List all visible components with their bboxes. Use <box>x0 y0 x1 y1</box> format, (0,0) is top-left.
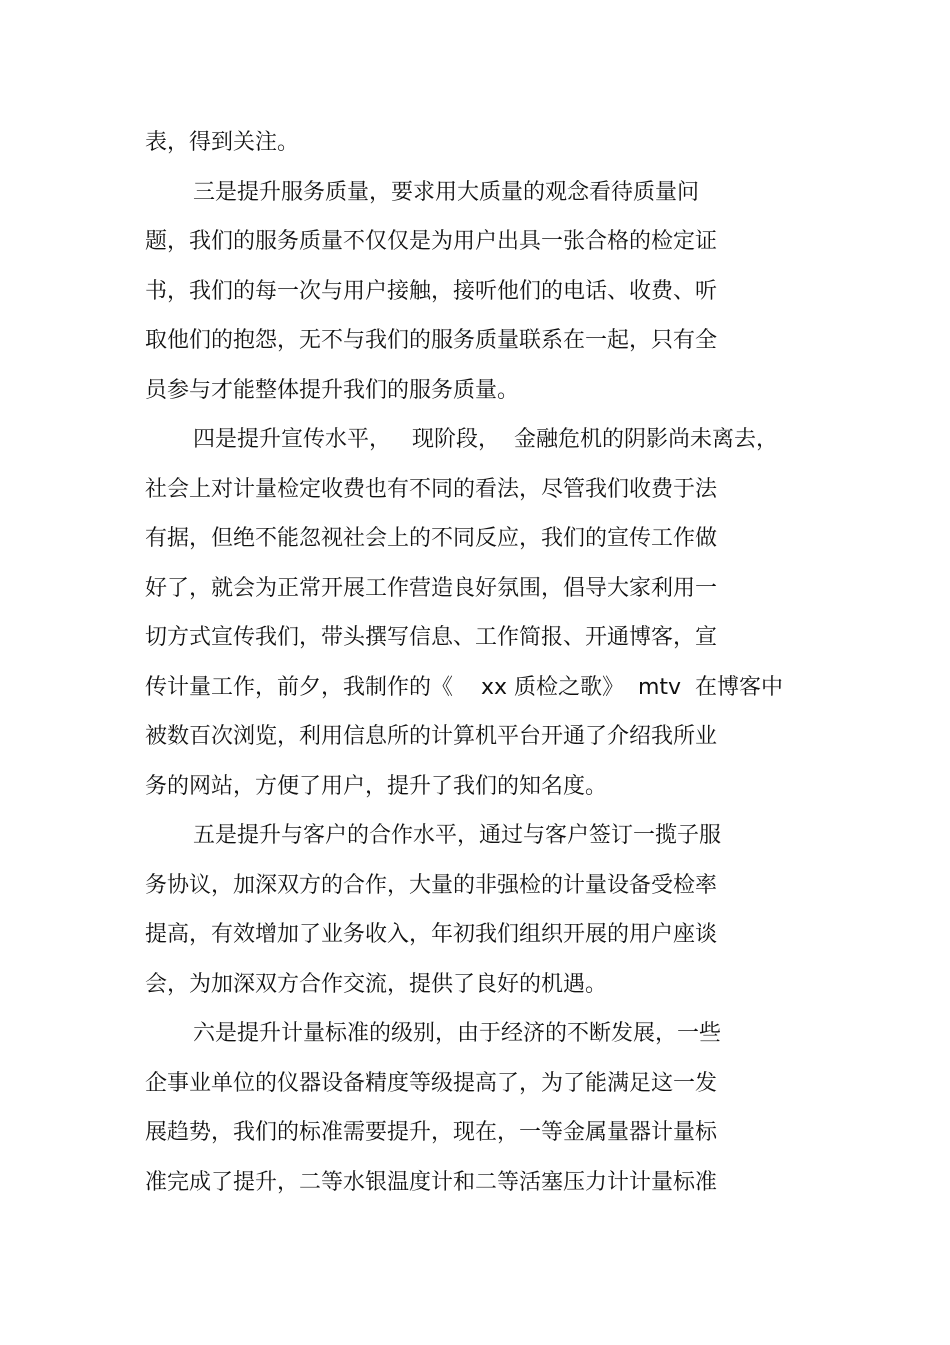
text-line: 表，得到关注。 <box>145 130 300 155</box>
text-line: 提高，有效增加了业务收入，年初我们组织开展的用户座谈 <box>145 922 718 947</box>
text-line: 务的网站，方便了用户，提升了我们的知名度。 <box>145 773 608 799</box>
text-line: 切方式宣传我们，带头撰写信息、工作简报、开通博客，宣 <box>145 625 718 650</box>
body-text <box>145 118 905 1207</box>
text-line: 好了，就会为正常开展工作营造良好氛围，倡导大家利用一 <box>145 575 718 601</box>
text-line: 题，我们的服务质量不仅仅是为用户出具一张合格的检定证 <box>145 229 718 254</box>
text-line: 被数百次浏览，利用信息所的计算机平台开通了介绍我所业 <box>145 724 718 749</box>
text-line: 员参与才能整体提升我们的服务质量。 <box>145 377 520 403</box>
paragraph-start-line: 五是提升与客户的合作水平，通过与客户签订一揽子服 <box>193 823 722 848</box>
paragraph-start-line: 三是提升服务质量，要求用大质量的观念看待质量问 <box>193 179 700 205</box>
text-line: 有据，但绝不能忽视社会上的不同反应，我们的宣传工作做 <box>145 526 718 551</box>
text-line: 展趋势，我们的标准需要提升，现在，一等金属量器计量标 <box>145 1120 718 1145</box>
paragraph-start-line: 六是提升计量标准的级别，由于经济的不断发展，一些 <box>193 1021 722 1046</box>
paragraph-start-line: 四是提升宣传水平， 现阶段， 金融危机的阴影尚未离去， <box>193 427 778 452</box>
text-line: 取他们的抱怨，无不与我们的服务质量联系在一起，只有全 <box>145 328 718 353</box>
text-line: 务协议，加深双方的合作，大量的非强检的计量设备受检率 <box>145 872 718 898</box>
text-line: 传计量工作，前夕，我制作的《 xx 质检之歌》 mtv 在博客中 <box>145 674 784 700</box>
text-line: 书，我们的每一次与用户接触，接听他们的电话、收费、听 <box>145 278 718 304</box>
text-line: 企事业单位的仪器设备精度等级提高了，为了能满足这一发 <box>145 1070 718 1096</box>
text-line: 社会上对计量检定收费也有不同的看法，尽管我们收费于法 <box>145 476 718 502</box>
text-line: 准完成了提升，二等水银温度计和二等活塞压力计计量标准 <box>145 1169 718 1195</box>
text-line: 会，为加深双方合作交流，提供了良好的机遇。 <box>145 971 608 997</box>
